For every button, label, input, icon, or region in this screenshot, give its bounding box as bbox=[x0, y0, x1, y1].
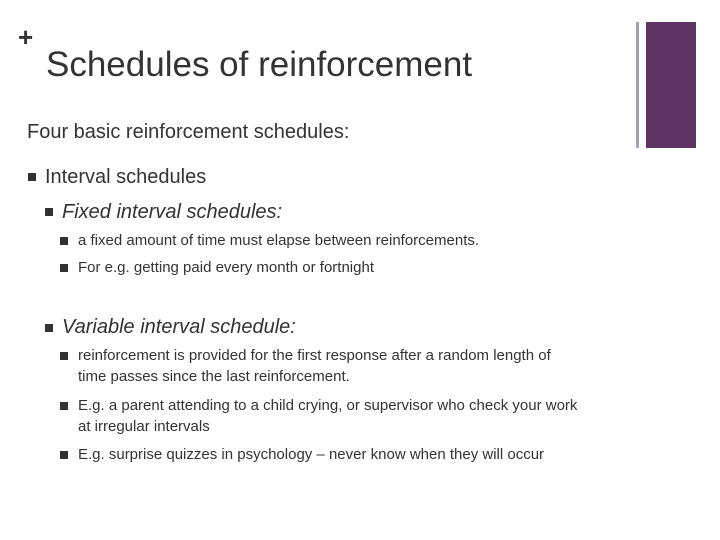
bullet-square bbox=[60, 451, 68, 459]
bullet-variable-definition-cont: time passes since the last reinforcement. bbox=[78, 368, 350, 385]
bullet-square bbox=[60, 352, 68, 360]
bullet-variable-definition: reinforcement is provided for the first response after a random length of bbox=[78, 347, 551, 364]
accent-bar bbox=[646, 22, 696, 148]
accent-bar-thin bbox=[636, 22, 639, 148]
bullet-square bbox=[60, 402, 68, 410]
bullet-interval-schedules: Interval schedules bbox=[45, 166, 207, 188]
bullet-variable-interval: Variable interval schedule: bbox=[62, 316, 296, 338]
plus-mark: + bbox=[18, 22, 34, 52]
intro-text: Four basic reinforcement schedules: bbox=[27, 121, 350, 143]
bullet-square bbox=[28, 173, 36, 181]
bullet-fixed-interval: Fixed interval schedules: bbox=[62, 201, 283, 223]
slide-title: Schedules of reinforcement bbox=[46, 45, 473, 84]
bullet-square bbox=[45, 208, 53, 216]
bullet-square bbox=[60, 237, 68, 245]
bullet-square bbox=[60, 264, 68, 272]
bullet-square bbox=[45, 324, 53, 332]
bullet-variable-example-2: E.g. surprise quizzes in psychology – never know when they will occur bbox=[78, 446, 545, 463]
bullet-variable-example: E.g. a parent attending to a child crying, or supervisor who check your work bbox=[78, 397, 578, 414]
bullet-variable-example-cont: at irregular intervals bbox=[78, 418, 210, 435]
bullet-fixed-example: For e.g. getting paid every month or fortnight bbox=[78, 259, 374, 276]
bullet-fixed-definition: a fixed amount of time must elapse between reinforcements. bbox=[78, 232, 480, 249]
